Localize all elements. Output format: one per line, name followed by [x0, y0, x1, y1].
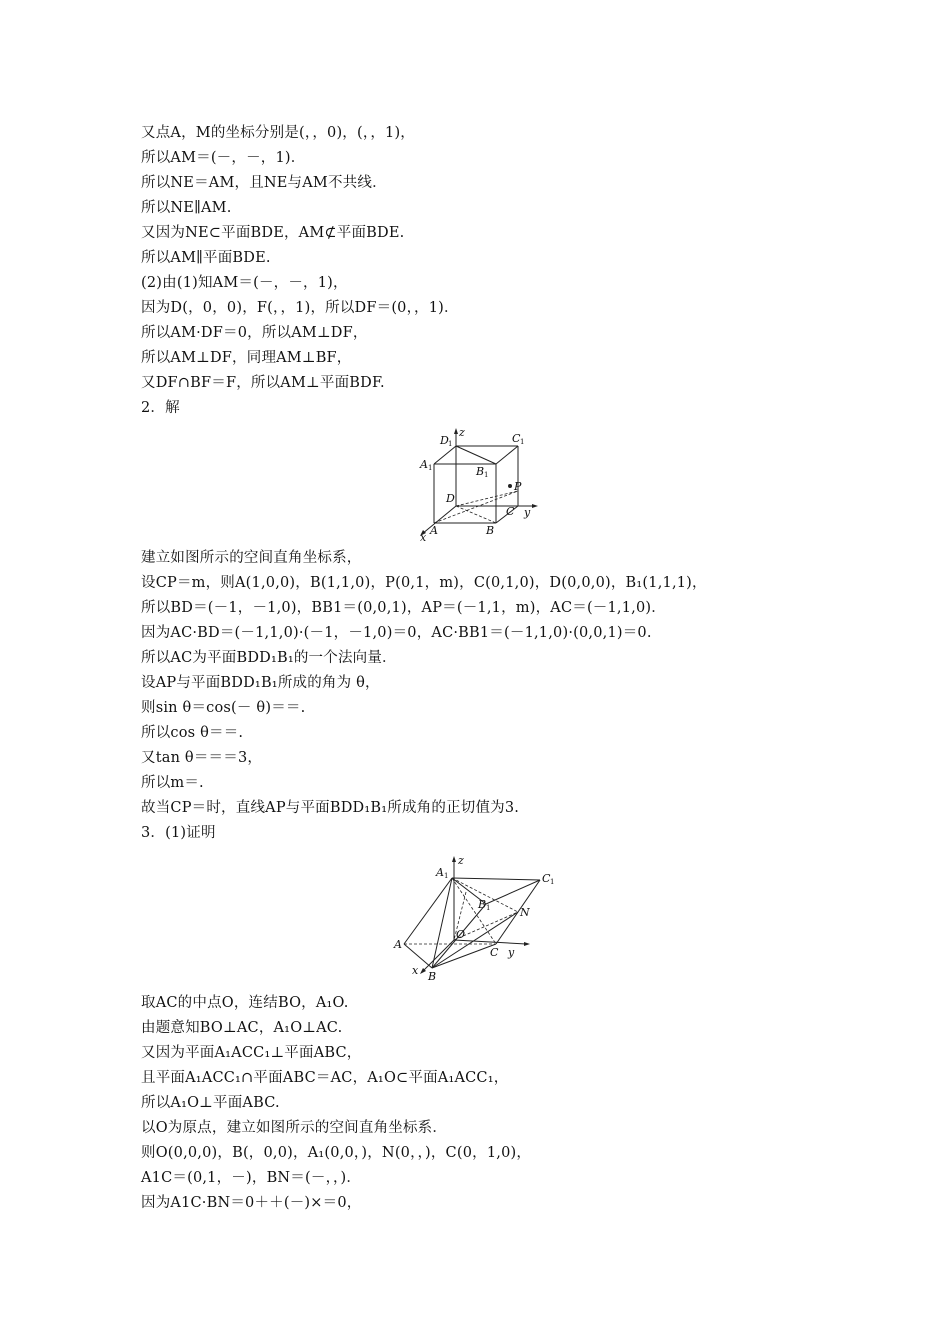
- text-line: 所以m＝.: [141, 775, 204, 791]
- label-A: A: [394, 938, 402, 951]
- text-line: 因为A1C·BN＝0＋＋(－)×＝0，: [141, 1195, 362, 1211]
- label-P: P: [514, 480, 522, 493]
- label-A1: A: [436, 866, 444, 879]
- label-A: A: [430, 524, 438, 537]
- label-B: B: [428, 970, 437, 982]
- label-D: D: [446, 492, 455, 505]
- label-B1: B: [476, 465, 485, 478]
- text-line: 又DF∩BF＝F，所以AM⊥平面BDF.: [141, 375, 385, 391]
- label-z: z: [458, 854, 464, 867]
- text-line: 则O(0,0,0)，B(，0,0)，A₁(0,0，)，N(0，，)，C(0，1,0)，: [141, 1145, 532, 1161]
- label-C: C: [506, 505, 515, 518]
- text-line: 所以AM＝(－，－，1)．: [141, 150, 306, 166]
- text-line: 又因为NE⊂平面BDE，AM⊄平面BDE.: [141, 225, 405, 241]
- label-y: y: [508, 946, 515, 959]
- label-sub: 1: [486, 904, 491, 912]
- text-line: 则sin θ＝cos(－ θ)＝＝.: [141, 700, 306, 716]
- text-line: 所以NE＝AM，且NE与AM不共线．: [141, 175, 387, 191]
- text-line: 所以AM·DF＝0，所以AM⊥DF，: [141, 325, 368, 341]
- text-line: 由题意知BO⊥AC，A₁O⊥AC.: [141, 1020, 343, 1036]
- label-sub: 1: [428, 464, 433, 472]
- label-D1: D: [440, 434, 449, 447]
- text-line: 又因为平面A₁ACC₁⊥平面ABC，: [141, 1045, 362, 1061]
- prism-figure: [392, 852, 562, 982]
- label-O: O: [456, 928, 466, 941]
- text-line: 2．解: [141, 400, 180, 416]
- text-line: 故当CP＝时，直线AP与平面BDD₁B₁所成角的正切值为3.: [141, 800, 520, 816]
- text-line: 所以A₁O⊥平面ABC.: [141, 1095, 280, 1111]
- label-C1: C: [512, 432, 521, 445]
- text-line: 以O为原点，建立如图所示的空间直角坐标系．: [141, 1120, 448, 1136]
- label-x: x: [420, 531, 427, 542]
- label-B1: B: [478, 898, 487, 911]
- text-line: 又点A，M的坐标分别是(，，0)，(，，1)，: [141, 125, 415, 141]
- text-line: 因为D(，0，0)，F(，，1)，所以DF＝(0，，1)．: [141, 300, 459, 316]
- label-sub: 1: [520, 438, 525, 446]
- label-x: x: [412, 964, 419, 977]
- text-line: 设CP＝m，则A(1,0,0)，B(1,1,0)，P(0,1，m)，C(0,1,0)，D(0,0,0)，B₁(1,1,1)，: [141, 575, 707, 591]
- text-line: 所以AM⊥DF，同理AM⊥BF，: [141, 350, 352, 366]
- label-C: C: [490, 946, 499, 959]
- text-line: 所以BD＝(－1，－1,0)，BB1＝(0,0,1)，AP＝(－1,1，m)，AC＝(－1,1,0)．: [141, 600, 666, 616]
- text-line: 所以cos θ＝＝.: [141, 725, 244, 741]
- label-z: z: [459, 426, 465, 439]
- text-line: 因为AC·BD＝(－1,1,0)·(－1，－1,0)＝0，AC·BB1＝(－1,1,0)·(0,0,1)＝0.: [141, 625, 652, 641]
- label-B: B: [486, 524, 495, 537]
- text-line: 又tan θ＝＝＝3，: [141, 750, 263, 766]
- text-line: 且平面A₁ACC₁∩平面ABC＝AC，A₁O⊂平面A₁ACC₁，: [141, 1070, 509, 1086]
- label-sub: 1: [448, 440, 453, 448]
- text-line: 所以AC为平面BDD₁B₁的一个法向量．: [141, 650, 397, 666]
- text-line: 所以AM∥平面BDE.: [141, 250, 271, 266]
- label-sub: 1: [484, 471, 489, 479]
- label-sub: 1: [444, 872, 449, 880]
- label-A1: A: [420, 458, 428, 471]
- text-line: A1C＝(0,1，－)，BN＝(－，，)．: [141, 1170, 362, 1186]
- text-line: 建立如图所示的空间直角坐标系，: [141, 550, 362, 566]
- label-sub: 1: [550, 878, 555, 886]
- cube-figure: [410, 426, 540, 542]
- label-C1: C: [542, 872, 551, 885]
- text-line: (2)由(1)知AM＝(－，－，1)，: [141, 275, 348, 291]
- text-line: 3．(1)证明: [141, 825, 216, 841]
- text-line: 所以NE∥AM.: [141, 200, 232, 216]
- label-y: y: [524, 506, 531, 519]
- text-line: 取AC的中点O，连结BO，A₁O.: [141, 995, 349, 1011]
- label-N: N: [520, 906, 530, 919]
- text-line: 设AP与平面BDD₁B₁所成的角为 θ，: [141, 675, 380, 691]
